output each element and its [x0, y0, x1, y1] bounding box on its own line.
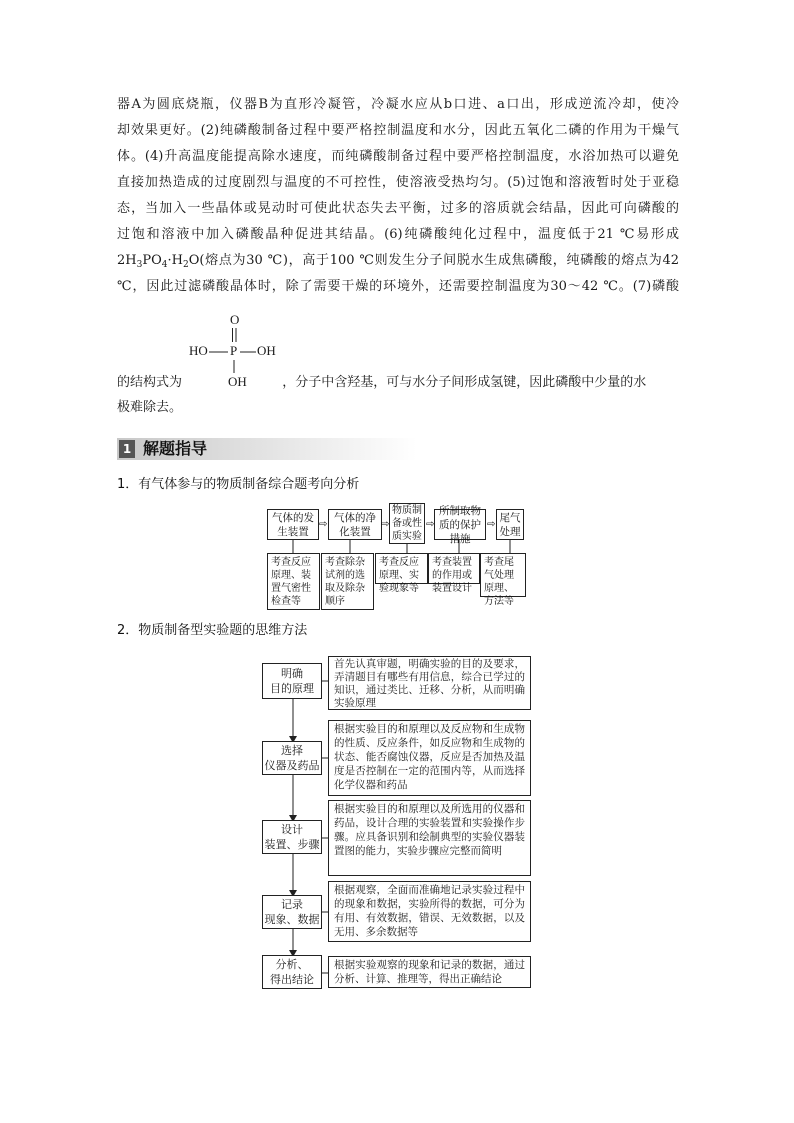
- formula-ho: HO: [189, 343, 208, 358]
- flow2-step-box: 记录 现象、数据: [262, 895, 322, 929]
- heading-1: 1．有气体参与的物质制备综合题考向分析: [117, 477, 360, 492]
- formula-bonds: [185, 312, 295, 392]
- arrow-right-icon: ⇨: [319, 519, 328, 530]
- flow1-top-box: 所制取物质的保护措施: [434, 509, 486, 540]
- paragraph-line: 器A为圆底烧瓶，仪器B为直形冷凝管，冷凝水应从b口进、a口出，形成逆流冷却，使冷: [117, 97, 679, 112]
- heading-2: 2．物质制备型实验题的思维方法: [117, 623, 308, 638]
- flow1-bottom-box: 考查装置的作用或装置设计: [428, 553, 480, 584]
- arrow-right-icon: ⇨: [426, 519, 435, 530]
- paragraph-line: ℃，因此过滤磷酸晶体时，除了需要干燥的环境外，还需要控制温度为30～42 ℃。(7)磷酸: [117, 279, 679, 294]
- explanation-paragraph: [117, 92, 679, 300]
- flow1-top-box: 物质制备或性质实验: [389, 503, 425, 544]
- flow2-description: 根据实验目的和原理以及反应物和生成物的性质、反应条件，如反应物和生成物的状态、能否腐蚀仪器，反应是否加热及温度是否控制在一定的范围内等，从而选择化学仪器和药品: [328, 720, 531, 796]
- formula-oh-right: OH: [257, 343, 276, 358]
- paragraph-line: 态，当加入一些晶体或晃动时可使此状态失去平衡，过多的溶质就会结晶，因此可向磷酸的: [117, 201, 679, 216]
- paragraph-line: 体。(4)升高温度能提高除水速度，而纯磷酸制备过程中要严格控制温度，水浴加热可以避免: [117, 149, 679, 164]
- paragraph-line: 过饱和溶液中加入磷酸晶种促进其结晶。(6)纯磷酸纯化过程中，温度低于21 ℃易形成: [117, 227, 679, 242]
- section-number-badge: 1: [119, 440, 135, 458]
- flow2-step-box: 设计 装置、步骤: [262, 820, 322, 854]
- flow1-bottom-box: 考查除杂试剂的选取及除杂顺序: [321, 553, 374, 610]
- formula-p: P: [230, 343, 238, 358]
- arrow-right-icon: ⇨: [487, 519, 496, 530]
- arrow-right-icon: ⇨: [381, 519, 390, 530]
- flow1-bottom-box: 考查反应原理、实验现象等: [375, 553, 428, 584]
- formula-oh-bottom: OH: [228, 374, 247, 389]
- section-title: 解题指导: [143, 439, 208, 458]
- flow1-top-box: 尾气处理: [496, 509, 524, 540]
- flow1-bottom-box: 考查尾气处理原理、方法等: [480, 553, 526, 597]
- paragraph-line-formula: $2H_3PO_4\cdot H_2O$(熔点为30 ℃)，高于100 ℃则发生分子间脱水生成焦磷酸，纯磷酸的熔点为42: [117, 253, 679, 270]
- flow1-bottom-box: 考查反应原理、装置气密性检查等: [267, 553, 320, 610]
- structure-prefix: 的结构式为: [117, 375, 183, 390]
- flow2-description: 根据实验目的和原理以及所选用的仪器和药品，设计合理的实验装置和实验操作步骤。应具备识别和绘制典型的实验仪器装置图的能力，实验步骤应完整而简明: [328, 800, 531, 876]
- phosphoric-acid-structure: [185, 312, 295, 392]
- formula-o-top: O: [230, 312, 240, 327]
- flow2-step-box: 明确 目的原理: [262, 663, 322, 699]
- flow2-step-box: 选择 仪器及药品: [262, 741, 322, 775]
- last-line: 极难除去。: [117, 400, 183, 415]
- flow2-description: 根据实验观察的现象和记录的数据，通过分析、计算、推理等，得出正确结论: [328, 956, 531, 988]
- flow1-top-box: 气体的净化装置: [328, 509, 382, 540]
- section-header: [117, 436, 679, 462]
- paragraph-line: 却效果更好。(2)纯磷酸制备过程中要严格控制温度和水分，因此五氧化二磷的作用为干燥气: [117, 123, 679, 138]
- flow1-top-box: 气体的发生装置: [267, 509, 319, 540]
- flow2-step-box: 分析、 得出结论: [262, 955, 322, 989]
- flow2-description: 首先认真审题，明确实验的目的及要求，弄清题目有哪些有用信息，综合已学过的知识，通过类比、迁移、分析，从而明确实验原理: [328, 656, 531, 710]
- flow2-description: 根据观察，全面而准确地记录实验过程中的现象和数据，实验所得的数据，可分为有用、有效数据，错误、无效数据，以及无用、多余数据等: [328, 881, 531, 942]
- paragraph-line: 直接加热造成的过度剧烈与温度的不可控性，使溶液受热均匀。(5)过饱和溶液暂时处于亚稳: [117, 175, 679, 190]
- structure-suffix: ，分子中含羟基，可与水分子间形成氢键，因此磷酸中少量的水: [282, 375, 647, 390]
